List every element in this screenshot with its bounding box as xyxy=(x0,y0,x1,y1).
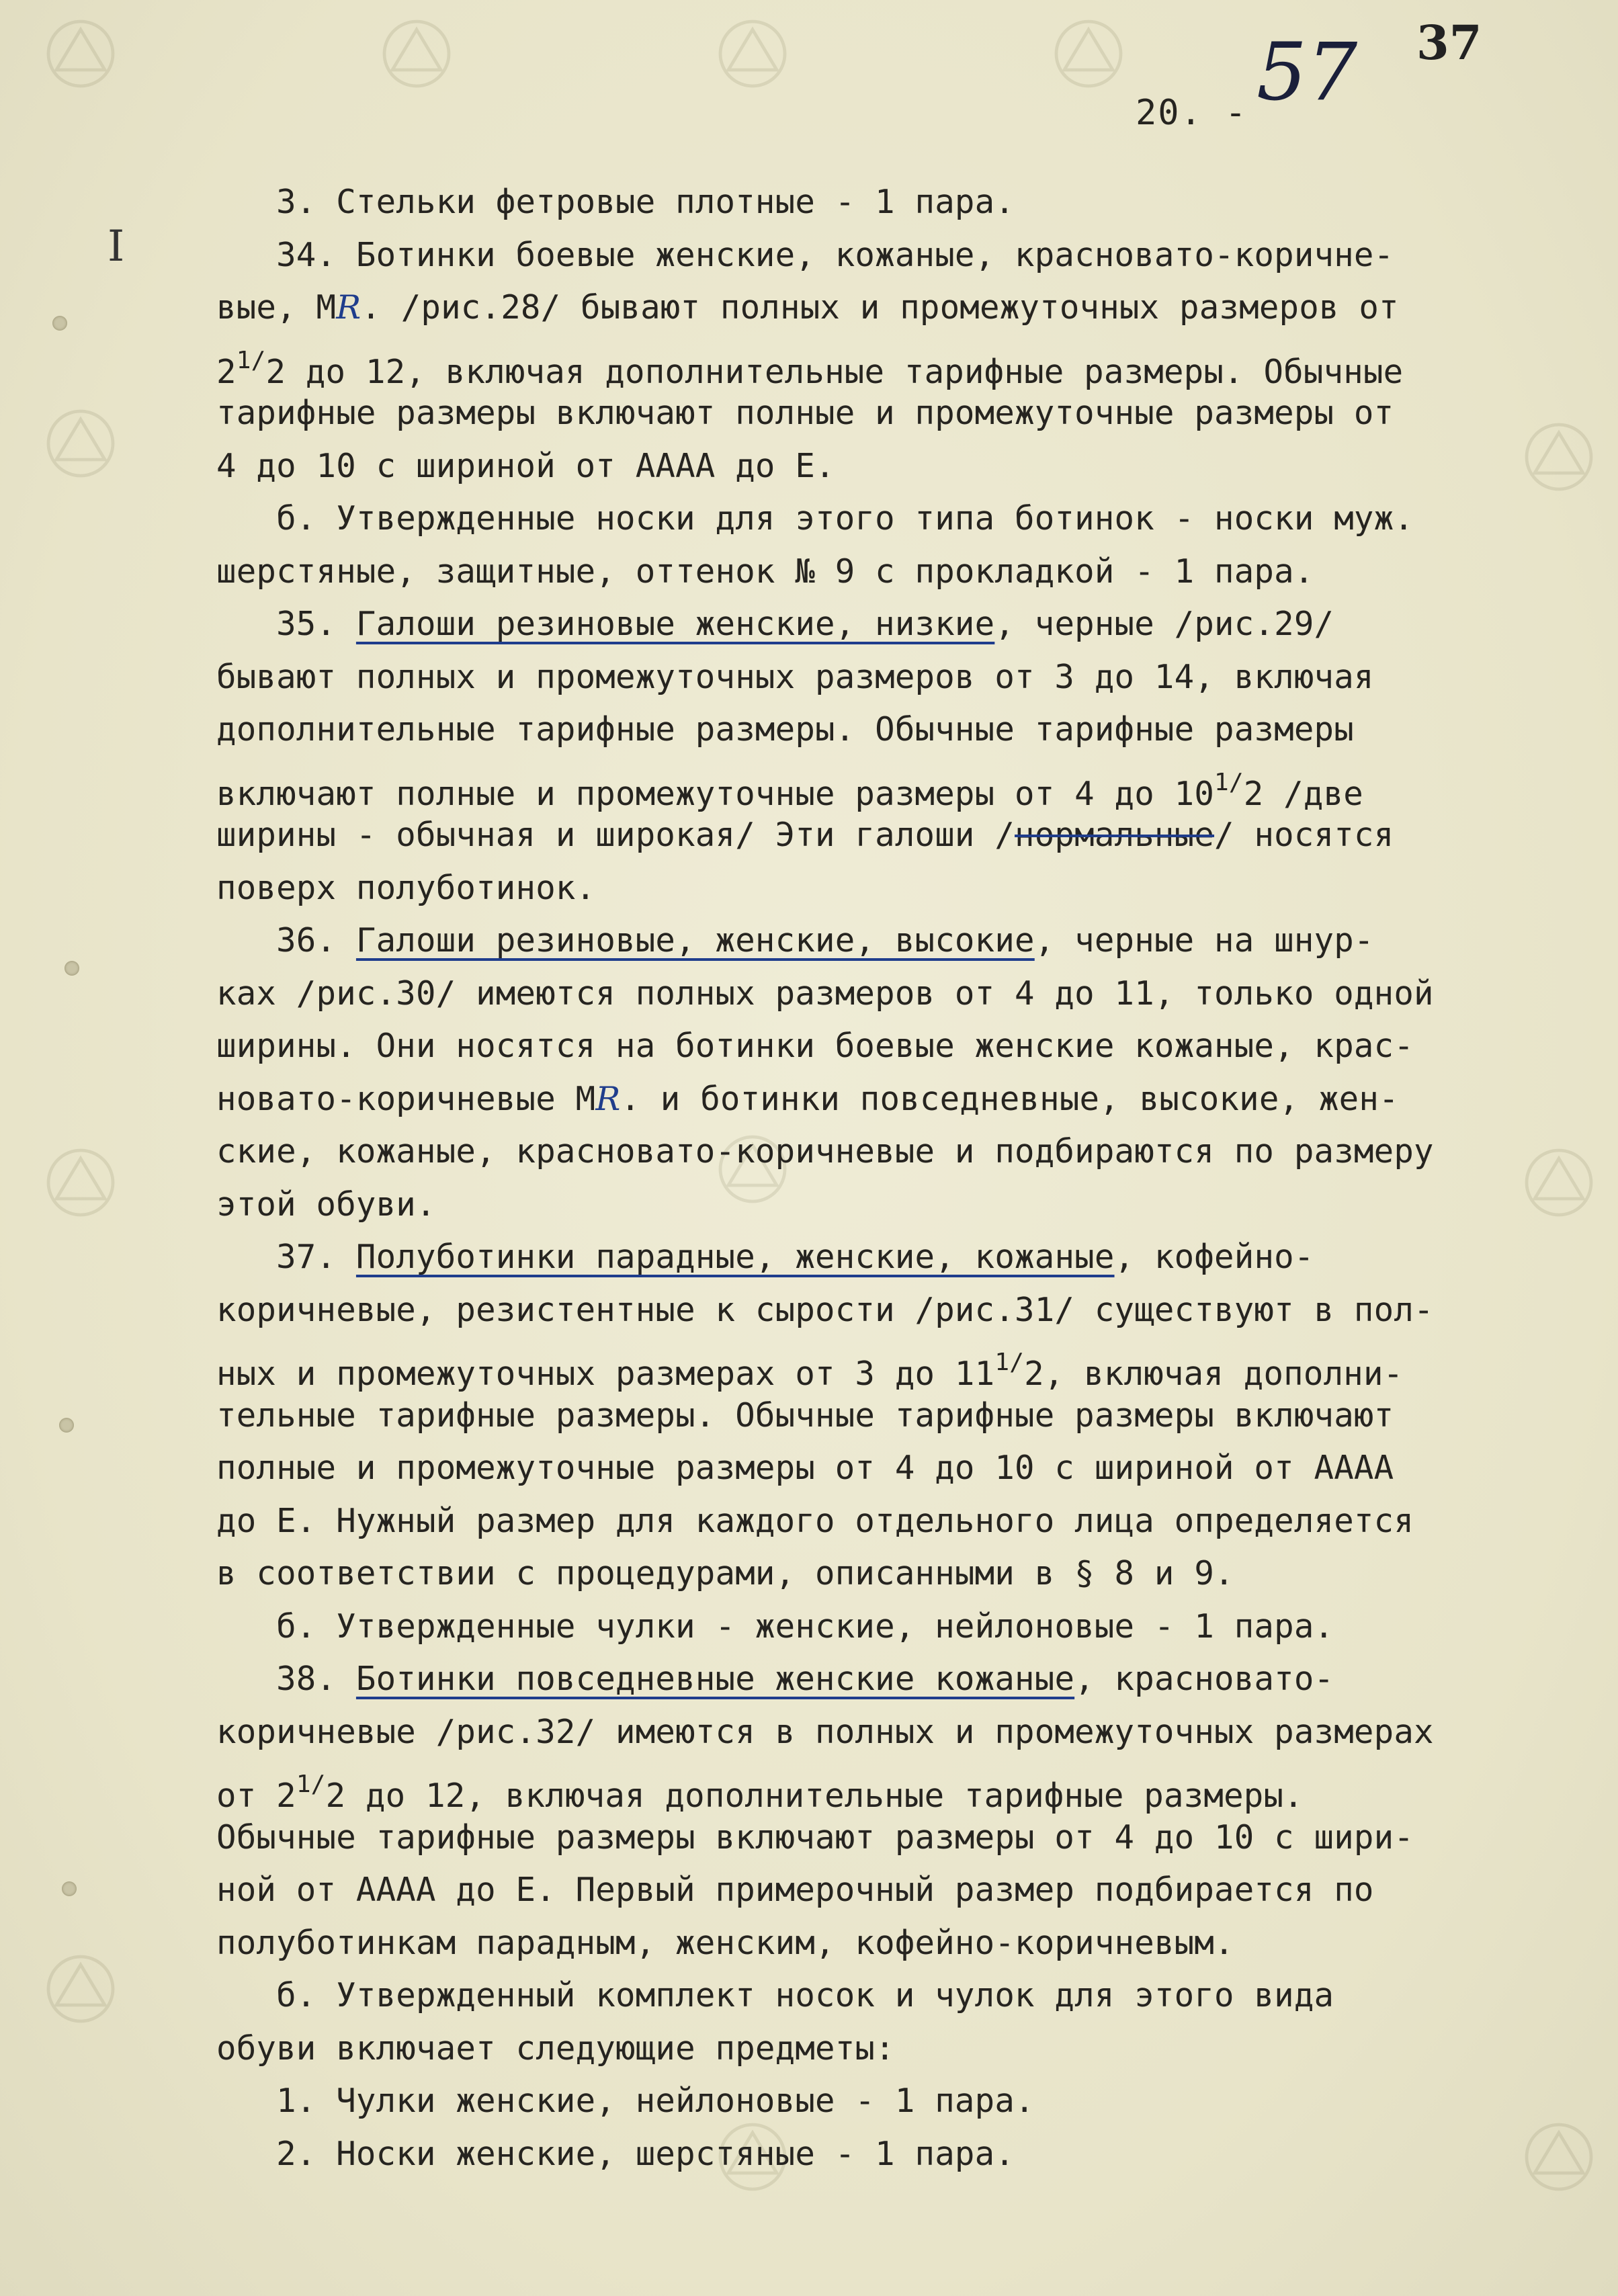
binding-hole xyxy=(52,316,67,331)
binding-hole xyxy=(65,961,79,976)
text-run: ские, кожаные, красновато-коричневые и подбираются по размеру xyxy=(216,1132,1434,1171)
watermark-emblem-icon xyxy=(40,1949,121,2029)
text-run: 38. xyxy=(276,1660,356,1698)
text-run: тельные тарифные размеры. Обычные тарифные размеры включают xyxy=(216,1396,1394,1435)
text-line xyxy=(216,229,1601,282)
watermark-emblem-icon xyxy=(376,13,457,94)
text-line xyxy=(216,1706,1601,1759)
text-line xyxy=(216,915,1601,968)
text-run: , черные /рис.29/ xyxy=(994,605,1334,643)
document-body xyxy=(216,176,1601,2180)
text-ul: Галоши резиновые, женские, высокие xyxy=(355,921,1035,960)
binding-hole xyxy=(62,1881,77,1896)
watermark-emblem-icon xyxy=(1048,13,1129,94)
text-line xyxy=(216,1179,1601,1232)
text-line xyxy=(216,757,1601,813)
watermark-emblem-icon xyxy=(40,13,121,94)
text-line xyxy=(216,335,1601,391)
text-run: полные и промежуточные размеры от 4 до 10 с шириной от АААА xyxy=(216,1449,1394,1487)
text-run: / носятся xyxy=(1214,816,1394,854)
text-run: . и ботинки повседневные, высокие, жен- xyxy=(620,1079,1399,1118)
line-indent xyxy=(216,1238,276,1276)
text-run: , черные на шнур- xyxy=(1034,921,1374,960)
text-line xyxy=(216,1812,1601,1865)
text-line xyxy=(216,387,1601,440)
text-line xyxy=(216,2023,1601,2076)
text-line xyxy=(216,1969,1601,2023)
text-run: поверх полуботинок. xyxy=(216,868,596,907)
watermark-emblem-icon xyxy=(40,403,121,484)
text-run: тарифные размеры включают полные и промежуточные размеры от xyxy=(216,394,1394,432)
text-line xyxy=(216,862,1601,915)
text-run: 3. Стельки фетровые плотные - 1 пара. xyxy=(276,183,1015,221)
text-run: коричневые /рис.32/ имеются в полных и промежуточных размерах xyxy=(216,1712,1434,1751)
text-line xyxy=(216,1390,1601,1443)
handwritten-folio-number: 57 xyxy=(1257,26,1358,118)
text-run: от 2 xyxy=(216,1777,296,1815)
text-line xyxy=(216,1601,1601,1654)
text-line xyxy=(216,1442,1601,1495)
text-run: . /рис.28/ бывают полных и промежуточных размеров от xyxy=(361,288,1399,327)
text-run: 2, включая дополни- xyxy=(1024,1355,1404,1393)
line-indent xyxy=(216,605,276,643)
text-line xyxy=(216,176,1601,229)
text-run: 2. Носки женские, шерстяные - 1 пара. xyxy=(276,2134,1015,2173)
text-run: новато-коричневые М xyxy=(216,1079,596,1118)
text-run: ширины - обычная и широкая/ Эти галоши / xyxy=(216,816,1015,854)
line-indent xyxy=(216,2135,276,2173)
text-run: 36. xyxy=(276,921,356,960)
binding-hole xyxy=(59,1418,74,1433)
text-run: в соответствии с процедурами, описанными в § 8 и 9. xyxy=(216,1554,1234,1592)
text-line xyxy=(216,1917,1601,1970)
text-hand: R xyxy=(595,1079,621,1118)
text-run: , кофейно- xyxy=(1114,1238,1314,1276)
text-line xyxy=(216,651,1601,704)
text-run: ных и промежуточных размерах от 3 до 11 xyxy=(216,1355,995,1393)
text-run: дополнительные тарифные размеры. Обычные тарифные размеры xyxy=(216,710,1354,749)
line-indent xyxy=(216,921,276,960)
line-indent xyxy=(216,1976,276,2014)
text-line xyxy=(216,282,1601,335)
text-run: коричневые, резистентные к сырости /рис.31/ существуют в пол- xyxy=(216,1290,1434,1329)
text-line xyxy=(216,1336,1601,1393)
text-ul: Ботинки повседневные женские кожаные xyxy=(355,1660,1075,1698)
text-line xyxy=(216,809,1601,862)
line-indent xyxy=(216,2082,276,2120)
text-line xyxy=(216,493,1601,546)
text-line xyxy=(216,1864,1601,1917)
stamped-folio-number: 37 xyxy=(1416,15,1482,71)
text-run: б. Утвержденный комплект носок и чулок для этого вида xyxy=(276,1976,1334,2014)
text-line xyxy=(216,1547,1601,1601)
watermark-emblem-icon xyxy=(40,1142,121,1223)
text-run: до Е. Нужный размер для каждого отдельного лица определяется xyxy=(216,1501,1414,1540)
line-indent xyxy=(216,183,276,221)
text-line xyxy=(216,1231,1601,1284)
text-run: б. Утвержденные носки для этого типа ботинок - носки муж. xyxy=(276,499,1414,538)
text-line xyxy=(216,1758,1601,1815)
line-indent xyxy=(216,236,276,274)
text-line xyxy=(216,1125,1601,1179)
text-strike: нормальные xyxy=(1015,816,1215,854)
line-indent xyxy=(216,1660,276,1698)
text-line xyxy=(216,598,1601,651)
text-run: включают полные и промежуточные размеры от 4 до 10 xyxy=(216,774,1215,813)
text-run: 35. xyxy=(276,605,356,643)
text-run: ках /рис.30/ имеются полных размеров от 4 до 11, только одной xyxy=(216,974,1434,1013)
text-sup: 1/ xyxy=(296,1771,326,1798)
watermark-emblem-icon xyxy=(712,13,793,94)
text-run: 37. xyxy=(276,1238,356,1276)
margin-mark: I xyxy=(108,222,125,271)
text-line xyxy=(216,440,1601,493)
text-run: б. Утвержденные чулки - женские, нейлоновые - 1 пара. xyxy=(276,1607,1334,1646)
text-run: 2 xyxy=(216,352,237,391)
line-indent xyxy=(216,499,276,538)
text-run: вые, М xyxy=(216,288,337,327)
text-run: бывают полных и промежуточных размеров от 3 до 14, включая xyxy=(216,657,1374,696)
text-run: , красновато- xyxy=(1074,1660,1334,1698)
text-run: 4 до 10 с шириной от АААА до Е. xyxy=(216,446,835,485)
text-run: этой обуви. xyxy=(216,1185,436,1224)
text-run: 34. Ботинки боевые женские, кожаные, красновато-коричне- xyxy=(276,235,1394,274)
text-line xyxy=(216,704,1601,757)
text-ul: Полуботинки парадные, женские, кожаные xyxy=(355,1238,1115,1276)
text-run: шерстяные, защитные, оттенок № 9 с прокладкой - 1 пара. xyxy=(216,552,1314,591)
text-line xyxy=(216,2128,1601,2181)
text-hand: R xyxy=(336,288,361,327)
text-run: обуви включает следующие предметы: xyxy=(216,2029,895,2068)
text-line xyxy=(216,968,1601,1021)
text-line xyxy=(216,1073,1601,1126)
text-ul: Галоши резиновые женские, низкие xyxy=(355,605,995,643)
text-line xyxy=(216,546,1601,599)
line-indent xyxy=(216,1607,276,1646)
text-run: 2 до 12, включая дополнительные тарифные размеры. xyxy=(325,1777,1304,1815)
text-sup: 1/ xyxy=(1214,768,1244,796)
text-run: ной от АААА до Е. Первый примерочный размер подбирается по xyxy=(216,1871,1374,1909)
text-line xyxy=(216,1495,1601,1548)
text-run: ширины. Они носятся на ботинки боевые женские кожаные, крас- xyxy=(216,1027,1414,1065)
text-run: 2 до 12, включая дополнительные тарифные размеры. Обычные xyxy=(265,352,1404,391)
text-line xyxy=(216,1020,1601,1073)
text-sup: 1/ xyxy=(994,1349,1025,1376)
page-number: 20. - xyxy=(1136,93,1248,133)
text-run: полуботинкам парадным, женским, кофейно-коричневым. xyxy=(216,1923,1234,1962)
text-line xyxy=(216,1653,1601,1706)
text-line xyxy=(216,2075,1601,2128)
text-sup: 1/ xyxy=(236,346,266,374)
text-run: 2 /две xyxy=(1243,774,1363,813)
text-line xyxy=(216,1284,1601,1337)
text-run: 1. Чулки женские, нейлоновые - 1 пара. xyxy=(276,2082,1035,2120)
text-run: Обычные тарифные размеры включают размеры от 4 до 10 с шири- xyxy=(216,1818,1414,1857)
